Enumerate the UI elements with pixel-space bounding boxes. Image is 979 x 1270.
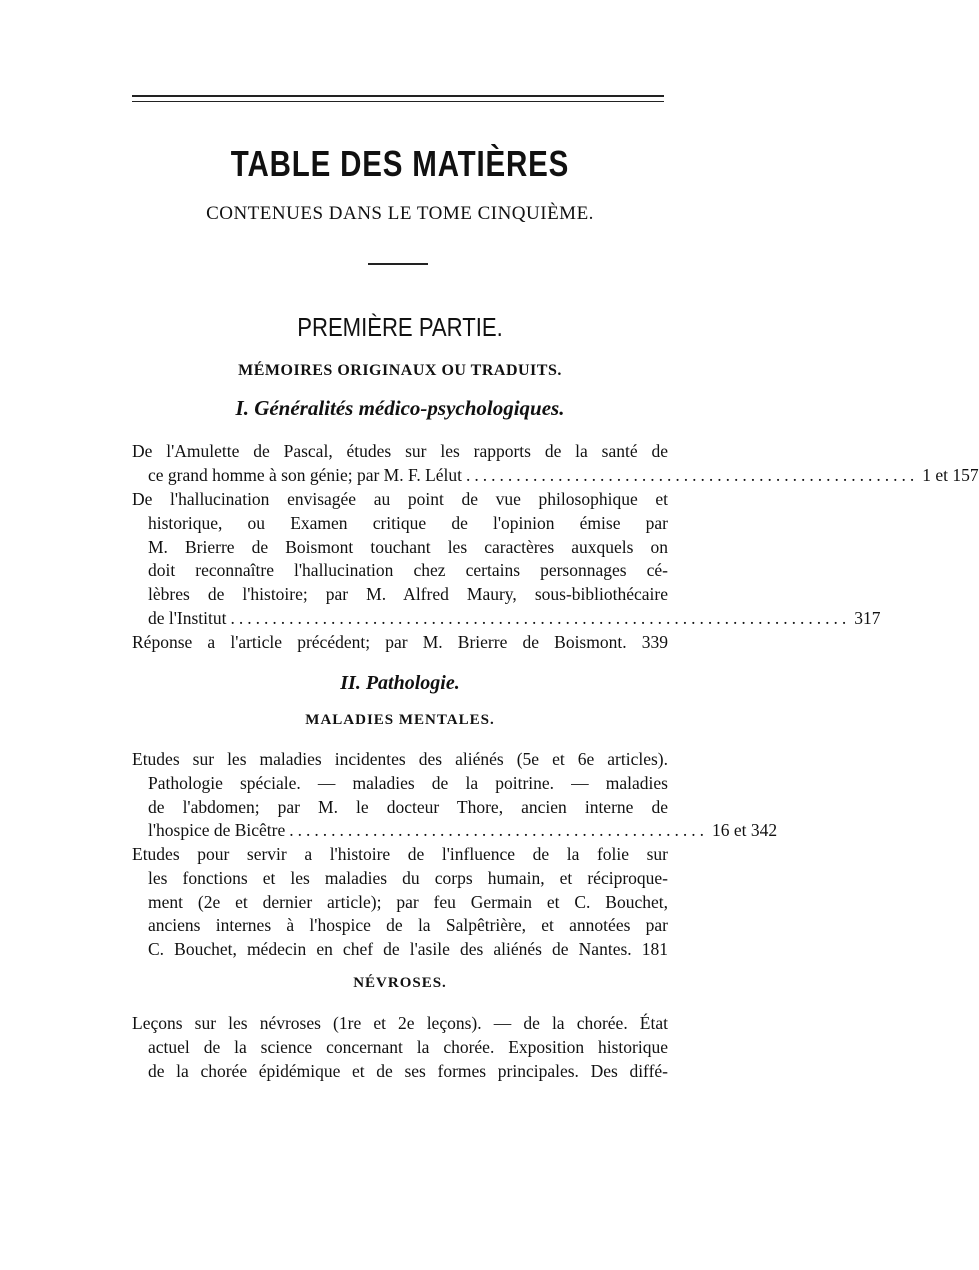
entry-line: de l'abdomen; par M. le docteur Thore, ancien interne de <box>148 796 668 817</box>
entry-line: Leçons sur les névroses (1re et 2e leçons). — de la chorée. État <box>132 1013 668 1033</box>
toc-entry <box>132 748 778 843</box>
entry-line: historique, ou Examen critique de l'opinion émise par <box>148 512 668 533</box>
subsection-heading: NÉVROSES. <box>353 975 447 991</box>
entry-line: De l'Amulette de Pascal, études sur les rapports de la santé de <box>132 441 668 461</box>
dot-leader: .................................................. <box>289 820 709 841</box>
toc-entry <box>132 488 881 631</box>
toc-entry <box>132 843 668 962</box>
entry-line: anciens internes à l'hospice de la Salpêtrière, et annotées par <box>148 915 668 936</box>
dot-leader: .......................................................................... <box>230 607 851 628</box>
subsection-heading: MALADIES MENTALES. <box>305 712 495 728</box>
section-heading-1: I. Généralités médico-psychologiques. <box>235 396 565 420</box>
section-heading-2: II. Pathologie. <box>340 672 460 694</box>
entry-line-leader <box>132 464 979 488</box>
part-subtitle: MÉMOIRES ORIGINAUX OU TRADUITS. <box>238 362 562 379</box>
entry-line: de la chorée épidémique et de ses formes principales. Des diffé- <box>148 1060 668 1081</box>
toc-entry <box>132 631 668 655</box>
entry-line-text: ce grand homme à son génie; par M. F. Lélut <box>148 464 463 485</box>
page-number: 1 et 157 <box>922 464 979 485</box>
toc-entry <box>132 1012 668 1083</box>
separator-rule <box>368 263 428 265</box>
entry-line: les fonctions et les maladies du corps humain, et réciproque- <box>148 867 668 888</box>
entry-line-text: de l'Institut <box>148 607 227 628</box>
entry-line: doit reconnaître l'hallucination chez certains personnages cé- <box>148 560 668 581</box>
entry-line: lèbres de l'histoire; par M. Alfred Maury, sous-bibliothécaire <box>148 584 668 605</box>
top-rule <box>132 95 664 97</box>
page-number: 317 <box>854 607 881 628</box>
top-rule-thin <box>132 101 664 102</box>
page-number: 16 et 342 <box>712 820 778 841</box>
part-title: PREMIÈRE PARTIE. <box>297 312 503 342</box>
page-title: TABLE DES MATIÈRES <box>230 143 570 184</box>
entry-line: De l'hallucination envisagée au point de vue philosophique et <box>132 489 668 509</box>
dot-leader: ...................................................... <box>466 464 919 485</box>
entry-line: ment (2e et dernier article); par feu Germain et C. Bouchet, <box>148 891 668 912</box>
entry-line-leader <box>132 607 881 631</box>
entry-line-text: l'hospice de Bicêtre <box>148 820 286 841</box>
entry-line: actuel de la science concernant la chorée. Exposition historique <box>148 1036 668 1057</box>
page-subtitle: CONTENUES DANS LE TOME CINQUIÈME. <box>206 203 594 224</box>
toc-entry <box>132 440 979 488</box>
entry-line: M. Brierre de Boismont touchant les caractères auxquels on <box>148 536 668 557</box>
entry-line: Pathologie spéciale. — maladies de la poitrine. — maladies <box>148 772 668 793</box>
entry-line: Etudes pour servir a l'histoire de l'influence de la folie sur <box>132 844 668 864</box>
entry-line: Réponse a l'article précédent; par M. Brierre de Boismont. 339 <box>132 632 668 652</box>
entry-line: C. Bouchet, médecin en chef de l'asile des aliénés de Nantes. 181 <box>148 939 668 960</box>
entry-line-leader <box>132 819 778 843</box>
entry-line: Etudes sur les maladies incidentes des aliénés (5e et 6e articles). <box>132 749 668 769</box>
